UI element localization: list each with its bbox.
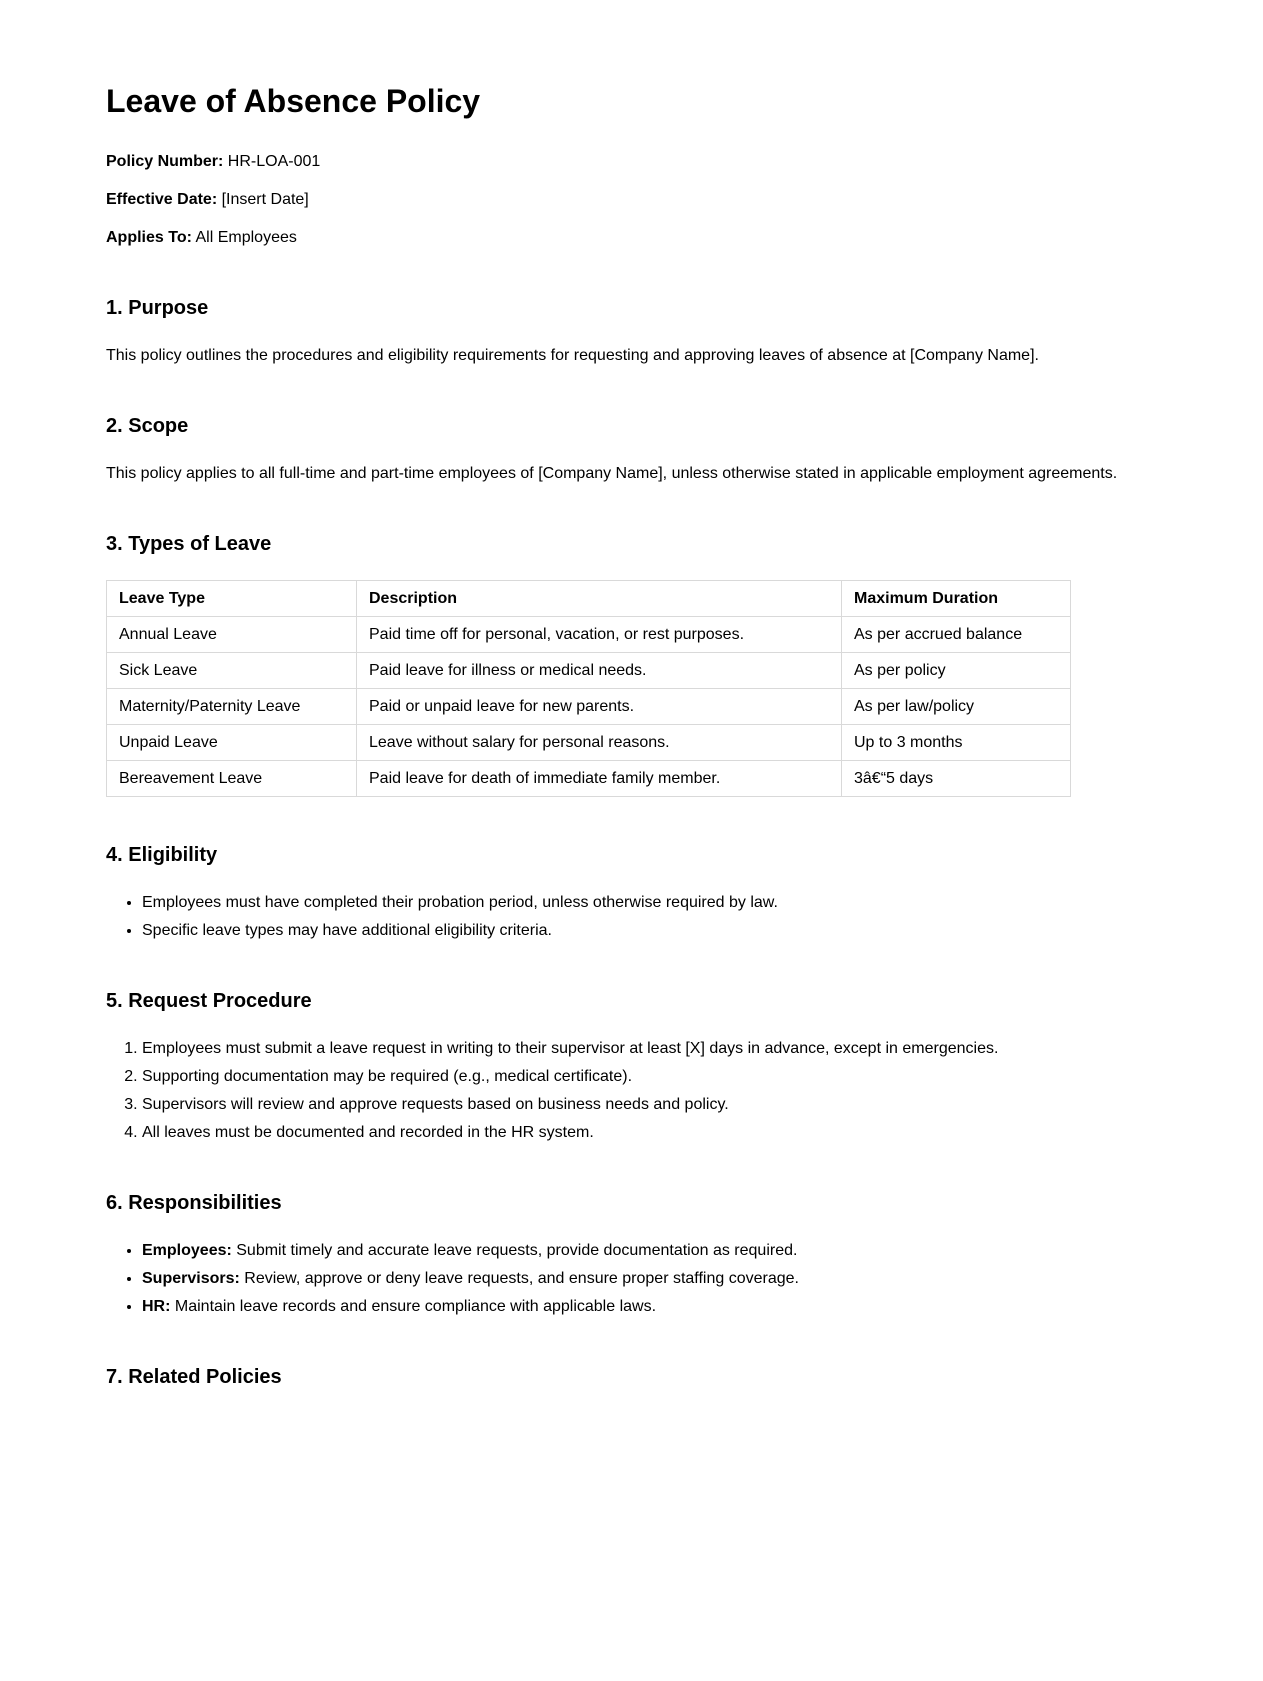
list-item [142, 1295, 1157, 1319]
meta-block [106, 150, 1157, 250]
responsibility-role-label: Employees: [142, 1241, 232, 1259]
list-item: 1. Employees must submit a leave request in writing to their supervisor at least [X] days in advance, except in emergencies. [142, 1037, 1157, 1061]
list-item: 4. All leaves must be documented and recorded in the HR system. [142, 1121, 1157, 1145]
heading-types-of-leave: 3. Types of Leave [106, 532, 272, 555]
cell-maximum-duration: Up to 3 months [842, 724, 1071, 760]
responsibility-text: Maintain leave records and ensure compliance with applicable laws. [170, 1297, 657, 1315]
responsibility-role-label: HR: [142, 1297, 171, 1315]
meta-label: Applies To: [106, 228, 192, 246]
cell-leave-type: Unpaid Leave [107, 724, 357, 760]
cell-maximum-duration: 3â€“5 days [842, 760, 1071, 796]
cell-description: Leave without salary for personal reasons. [357, 724, 842, 760]
list-item: • Employees must have completed their probation period, unless otherwise required by law. [142, 891, 1157, 915]
meta-value: All Employees [191, 228, 297, 246]
list-item [142, 1267, 1157, 1291]
meta-label: Effective Date: [106, 190, 218, 208]
cell-leave-type: Maternity/Paternity Leave [107, 688, 357, 724]
meta-line [106, 226, 1157, 250]
purpose-paragraph: This policy outlines the procedures and eligibility requirements for requesting and approving leaves of absence at [Company Name]. [106, 346, 1039, 364]
cell-description: Paid time off for personal, vacation, or rest purposes. [357, 616, 842, 652]
cell-description: Paid leave for illness or medical needs. [357, 652, 842, 688]
table-row [107, 760, 1071, 796]
table-header-row [107, 580, 1071, 616]
page-title: Leave of Absence Policy [106, 83, 481, 119]
heading-related-policies: 7. Related Policies [106, 1365, 282, 1388]
table-row [107, 616, 1071, 652]
heading-eligibility: 4. Eligibility [106, 843, 218, 866]
responsibility-role-label: Supervisors: [142, 1269, 240, 1287]
heading-purpose: 1. Purpose [106, 296, 209, 319]
col-header-leave-type: Leave Type [107, 580, 357, 616]
meta-value: HR-LOA-001 [223, 152, 321, 170]
col-header-maximum-duration: Maximum Duration [842, 580, 1071, 616]
cell-description: Paid leave for death of immediate family member. [357, 760, 842, 796]
list-item: 3. Supervisors will review and approve requests based on business needs and policy. [142, 1093, 1157, 1117]
responsibility-text: Submit timely and accurate leave requests, provide documentation as required. [231, 1241, 798, 1259]
col-header-description: Description [357, 580, 842, 616]
responsibility-text: Review, approve or deny leave requests, and ensure proper staffing coverage. [239, 1269, 799, 1287]
cell-maximum-duration: As per law/policy [842, 688, 1071, 724]
cell-maximum-duration: As per accrued balance [842, 616, 1071, 652]
heading-responsibilities: 6. Responsibilities [106, 1191, 282, 1214]
list-item: 2. Supporting documentation may be required (e.g., medical certificate). [142, 1065, 1157, 1089]
heading-scope: 2. Scope [106, 414, 189, 437]
table-row [107, 688, 1071, 724]
list-item: • Specific leave types may have additional eligibility criteria. [142, 919, 1157, 943]
meta-value: [Insert Date] [217, 190, 309, 208]
meta-label: Policy Number: [106, 152, 224, 170]
leave-types-table [106, 580, 1071, 797]
request-procedure-list [106, 1037, 1157, 1145]
scope-paragraph: This policy applies to all full-time and part-time employees of [Company Name], unless otherwise stated in applicable employment agreements. [106, 464, 1118, 482]
meta-line [106, 188, 1157, 212]
cell-leave-type: Bereavement Leave [107, 760, 357, 796]
table-row [107, 652, 1071, 688]
table-row [107, 724, 1071, 760]
cell-leave-type: Annual Leave [107, 616, 357, 652]
cell-description: Paid or unpaid leave for new parents. [357, 688, 842, 724]
responsibilities-list [106, 1239, 1157, 1319]
meta-line [106, 150, 1157, 174]
eligibility-list [106, 891, 1157, 943]
heading-request-procedure: 5. Request Procedure [106, 989, 312, 1012]
cell-leave-type: Sick Leave [107, 652, 357, 688]
list-item [142, 1239, 1157, 1263]
cell-maximum-duration: As per policy [842, 652, 1071, 688]
